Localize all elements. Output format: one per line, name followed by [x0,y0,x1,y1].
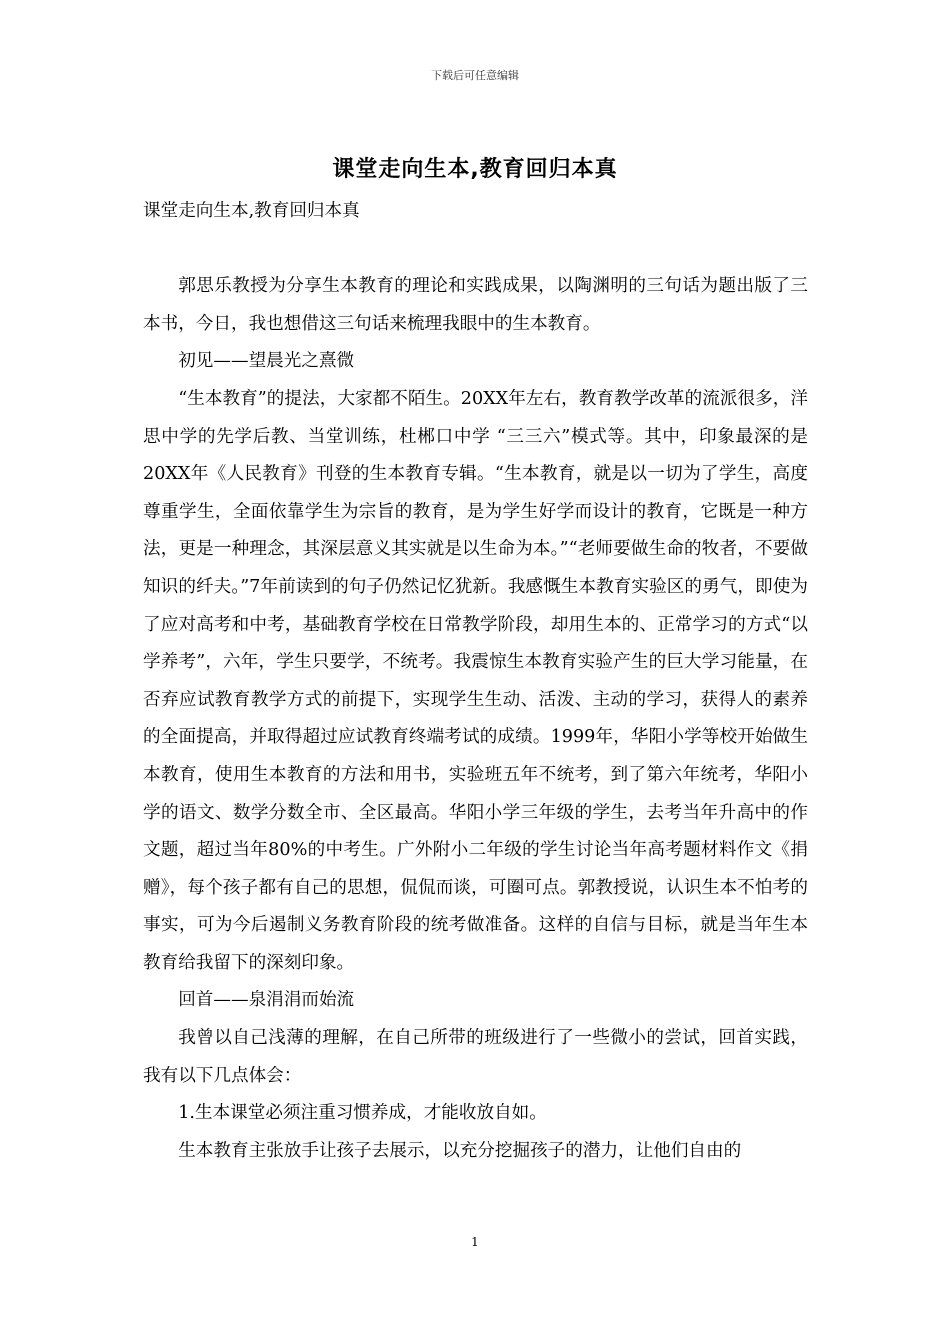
list-item-1: 1.生本课堂必须注重习惯养成，才能收放自如。 [178,1103,547,1124]
page-number: 1 [471,1235,479,1249]
paragraph-habits: 生本教育主张放手让孩子去展示，以充分挖掘孩子的潜力，让他们自由的 [178,1140,742,1161]
paragraph-looking-back: 我曾以自己浅薄的理解，在自己所带的班级进行了一些微小的尝试，回首实践，我有以下几点体会： [143,1028,808,1086]
section-heading-looking-back: 回首——泉涓涓而始流 [178,990,355,1011]
document-title: 课堂走向生本,教育回归本真 [332,157,618,182]
paragraph-first-sight: “生本教育”的提法，大家都不陌生。20XX年左右，教育教学改革的流派很多，洋思中学的先学后教、当堂训练，杜郴口中学 “三三六”模式等。其中，印象最深的是20XX年《人民教育》刊登的生本教育专辑。“生本教育，就是以一切为了学生，高度尊重学生，全面依靠学生为宗旨的教育，是为学生好学而设计的教育，它既是一种方法，更是一种理念，其深层意义其实就是以生命为本。”“老师要做生命的牧者，不要做知识的纤夫。”7年前读到的句子仍然记忆犹新。我感慨生本教育实验区的勇气，即使为了应对高考和中考，基础教育学校在日常教学阶段，却用生本的、正常学习的方式“以学养考”，六年，学生只要学，不统考。我震惊生本教育实验产生的巨大学习能量，在否弃应试教育教学方式的前提下，实现学生生动、活泼、主动的学习，获得人的素养的全面提高，并取得超过应试教育终端考试的成绩。1999年，华阳小学等校开始做生本教育，使用生本教育的方法和用书，实验班五年不统考，到了第六年统考，华阳小学的语文、数学分数全市、全区最高。华阳小学三年级的学生，去考当年升高中的作文题，超过当年80%的中考生。广外附小二年级的学生讨论当年高考题材料作文《捐赠》，每个孩子都有自己的思想，侃侃而谈，可圈可点。郭教授说，认识生本不怕考的事实，可为今后遏制义务教育阶段的统考做准备。这样的自信与目标，就是当年生本教育给我留下的深刻印象。 [143,388,808,973]
paragraph-intro: 郭思乐教授为分享生本教育的理论和实践成果，以陶渊明的三句话为题出版了三本书，今日，我也想借这三句话来梳理我眼中的生本教育。 [143,276,808,334]
section-heading-first-sight: 初见——望晨光之熹微 [178,351,355,372]
document-body [143,193,808,1170]
document-subtitle: 课堂走向生本,教育回归本真 [143,201,360,221]
page-header: 下载后可任意编辑 [431,69,519,82]
